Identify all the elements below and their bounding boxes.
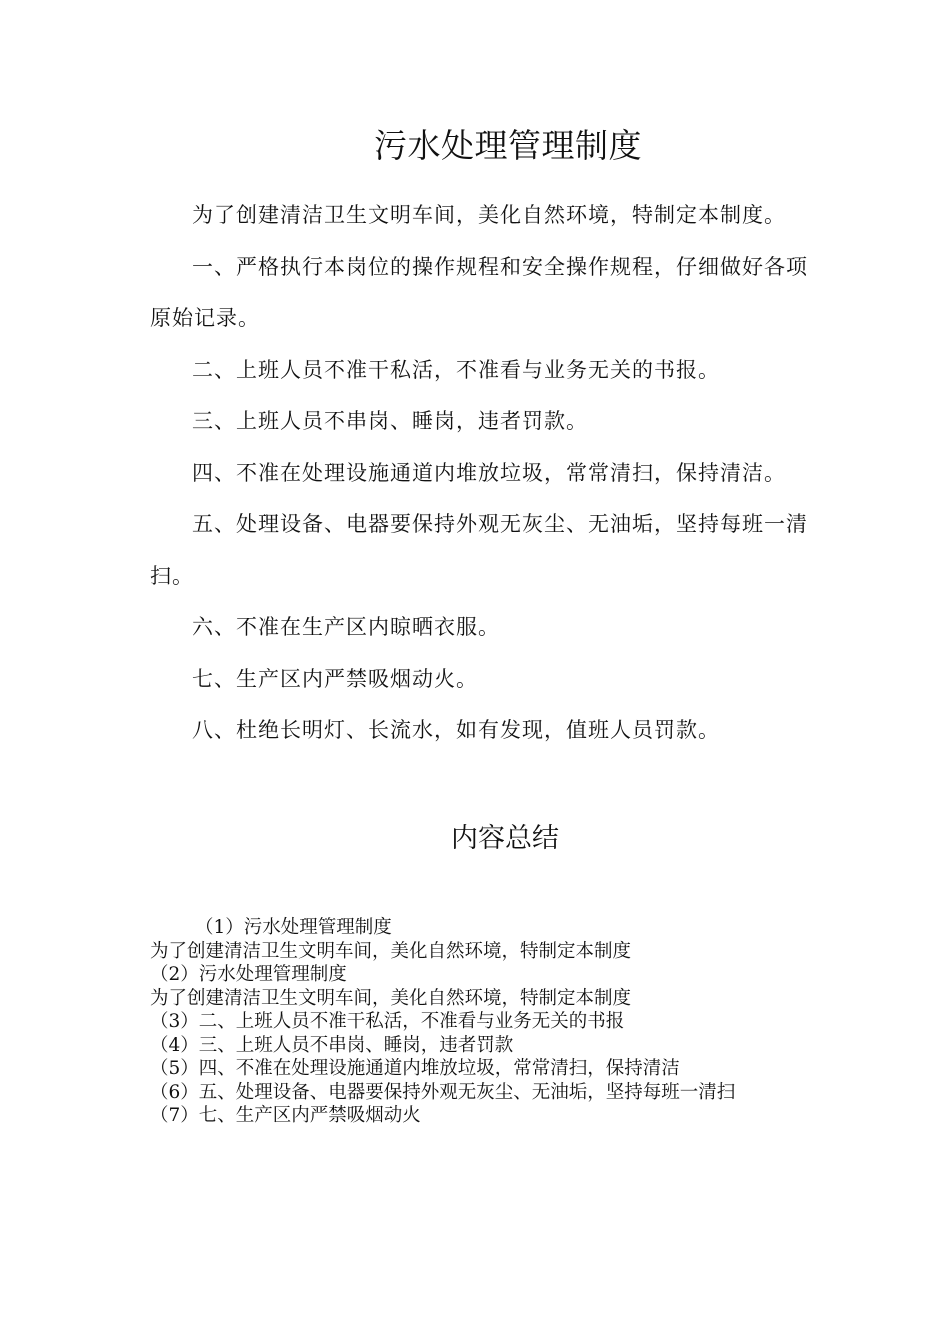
paragraph-rule-7: 七、生产区内严禁吸烟动火。 <box>192 666 478 691</box>
paragraph-rule-3: 三、上班人员不串岗、睡岗，违者罚款。 <box>192 409 588 433</box>
summary-line: （3）二、上班人员不准干私活，不准看与业务无关的书报 <box>150 1011 625 1032</box>
summary-line: 为了创建清洁卫生文明车间，美化自然环境，特制定本制度 <box>150 940 632 962</box>
summary-line: （6）五、处理设备、电器要保持外观无灰尘、无油垢，坚持每班一清扫 <box>150 1081 736 1103</box>
summary-line: （7）七、生产区内严禁吸烟动火 <box>150 1105 421 1126</box>
paragraph-rule-8: 八、杜绝长明灯、长流水，如有发现，值班人员罚款。 <box>192 718 720 742</box>
summary-line: 为了创建清洁卫生文明车间，美化自然环境，特制定本制度 <box>150 987 632 1009</box>
summary-line: （1）污水处理管理制度 <box>195 917 392 938</box>
paragraph-rule-4: 四、不准在处理设施通道内堆放垃圾，常常清扫，保持清洁。 <box>192 460 786 485</box>
summary-line: （4）三、上班人员不串岗、睡岗，违者罚款 <box>150 1034 514 1056</box>
paragraph-intro: 为了创建清洁卫生文明车间，美化自然环境，特制定本制度。 <box>192 203 786 227</box>
summary-line: （2）污水处理管理制度 <box>150 964 347 985</box>
summary-line: （5）四、不准在处理设施通道内堆放垃圾，常常清扫，保持清洁 <box>150 1058 680 1079</box>
summary-list <box>150 916 790 1128</box>
paragraph-rule-5: 五、处理设备、电器要保持外观无灰尘、无油垢，坚持每班一清扫。 <box>150 512 808 588</box>
paragraph-rule-6: 六、不准在生产区内晾晒衣服。 <box>192 615 500 639</box>
paragraph-rule-2: 二、上班人员不准干私活，不准看与业务无关的书报。 <box>192 357 720 382</box>
paragraph-rule-1: 一、严格执行本岗位的操作规程和安全操作规程，仔细做好各项原始记录。 <box>150 254 808 330</box>
summary-title: 内容总结 <box>451 823 559 854</box>
document-body <box>150 190 810 757</box>
document-title: 污水处理管理制度 <box>374 126 642 165</box>
